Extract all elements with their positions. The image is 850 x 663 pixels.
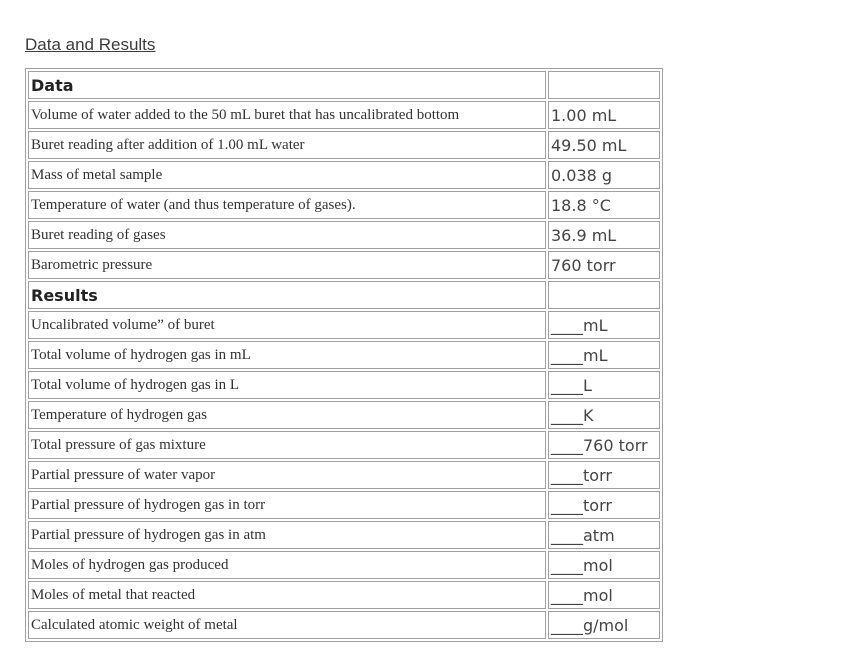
row-value: 36.9 mL <box>548 221 660 249</box>
data-section-empty-cell <box>548 71 660 99</box>
row-value: ____mol <box>548 551 660 579</box>
row-label: Barometric pressure <box>28 251 546 279</box>
row-value: ____mol <box>548 581 660 609</box>
data-section-title: Data <box>28 71 546 99</box>
row-value: ____torr <box>548 461 660 489</box>
row-value: ____g/mol <box>548 611 660 639</box>
results-section-empty-cell <box>548 281 660 309</box>
row-label: Temperature of hydrogen gas <box>28 401 546 429</box>
row-label: Temperature of water (and thus temperature of gases). <box>28 191 546 219</box>
row-value: ____torr <box>548 491 660 519</box>
row-label: Total pressure of gas mixture <box>28 431 546 459</box>
row-label: Mass of metal sample <box>28 161 546 189</box>
table-row <box>28 221 660 249</box>
row-label: Buret reading of gases <box>28 221 546 249</box>
row-label: Uncalibrated volume” of buret <box>28 311 546 339</box>
row-value: ____K <box>548 401 660 429</box>
table-row <box>28 491 660 519</box>
row-label: Moles of metal that reacted <box>28 581 546 609</box>
table-row <box>28 311 660 339</box>
row-value: 1.00 mL <box>548 101 660 129</box>
table-row <box>28 461 660 489</box>
table-row <box>28 251 660 279</box>
row-label: Partial pressure of hydrogen gas in atm <box>28 521 546 549</box>
table-row <box>28 131 660 159</box>
row-label: Total volume of hydrogen gas in mL <box>28 341 546 369</box>
row-label: Calculated atomic weight of metal <box>28 611 546 639</box>
row-label: Moles of hydrogen gas produced <box>28 551 546 579</box>
row-value: 18.8 °C <box>548 191 660 219</box>
data-results-table <box>25 68 663 642</box>
table-row <box>28 401 660 429</box>
table-row <box>28 611 660 639</box>
row-label: Volume of water added to the 50 mL buret that has uncalibrated bottom <box>28 101 546 129</box>
table-row <box>28 371 660 399</box>
table-row <box>28 161 660 189</box>
row-label: Partial pressure of hydrogen gas in torr <box>28 491 546 519</box>
table-row <box>28 551 660 579</box>
results-section-header-row <box>28 281 660 309</box>
table-row <box>28 581 660 609</box>
data-section-header-row <box>28 71 660 99</box>
table-row <box>28 341 660 369</box>
row-label: Partial pressure of water vapor <box>28 461 546 489</box>
row-value: ____mL <box>548 341 660 369</box>
row-value: 49.50 mL <box>548 131 660 159</box>
row-label: Buret reading after addition of 1.00 mL water <box>28 131 546 159</box>
row-label: Total volume of hydrogen gas in L <box>28 371 546 399</box>
row-value: ____mL <box>548 311 660 339</box>
results-section-title: Results <box>28 281 546 309</box>
row-value: 0.038 g <box>548 161 660 189</box>
row-value: ____atm <box>548 521 660 549</box>
page-heading: Data and Results <box>25 35 156 54</box>
row-value: ____L <box>548 371 660 399</box>
table-row <box>28 191 660 219</box>
row-value: 760 torr <box>548 251 660 279</box>
table-row <box>28 101 660 129</box>
table-row <box>28 521 660 549</box>
row-value: ____760 torr <box>548 431 660 459</box>
table-row <box>28 431 660 459</box>
